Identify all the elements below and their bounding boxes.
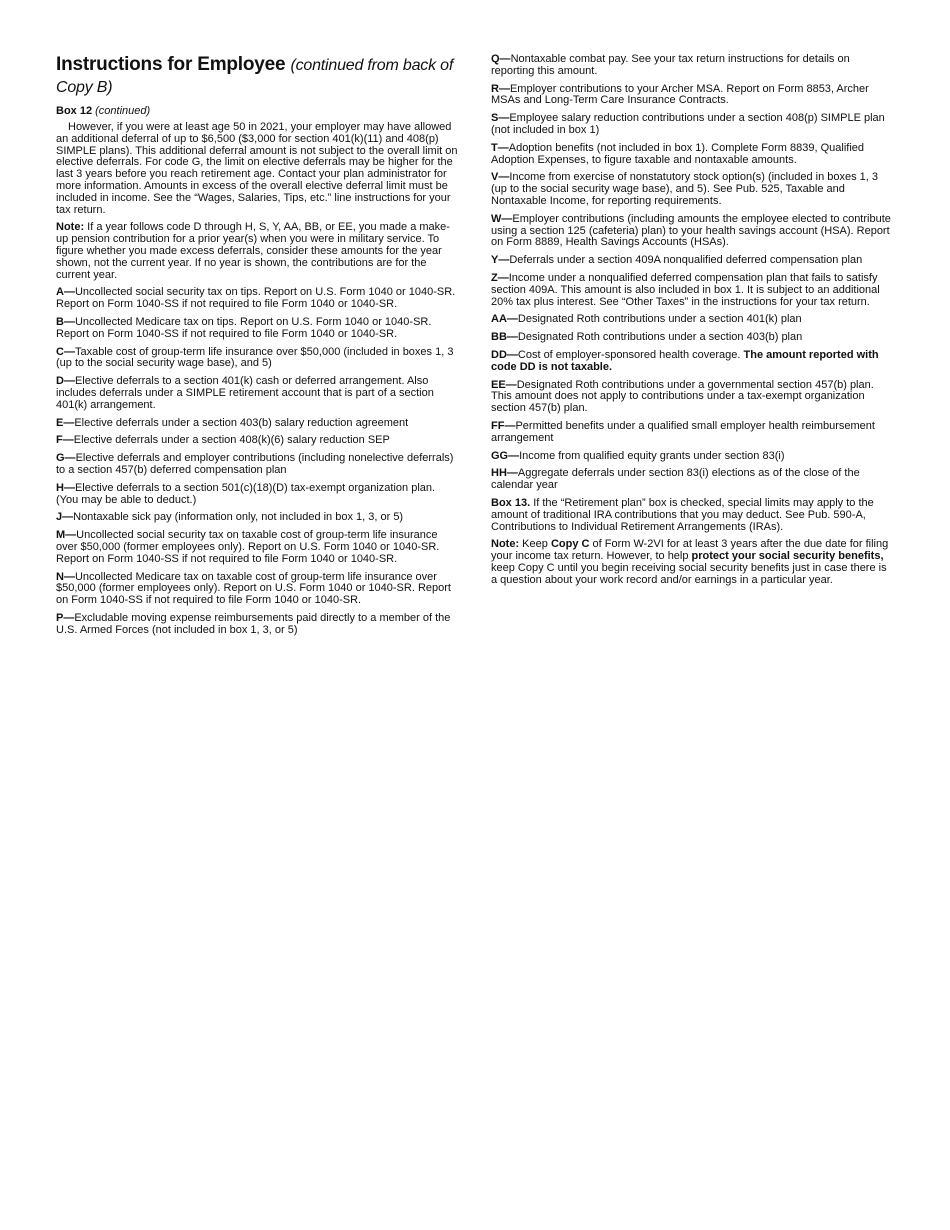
note-text-2: of Form W-2VI for at least 3 years after the due date for filing your income tax return. However, to help: [491, 538, 889, 563]
code-entry: [56, 347, 460, 371]
note-label: Note:: [56, 221, 85, 234]
code-dd-bold: The amount reported with code DD is not taxable.: [491, 348, 879, 373]
code-entry: [56, 287, 460, 311]
copy-c-note: [491, 539, 895, 586]
code-entry: [56, 613, 460, 637]
code-entry: [56, 453, 460, 477]
code-entry: [491, 255, 895, 267]
code-text: Nontaxable combat pay. See your tax return instructions for details on reporting this amount.: [491, 53, 850, 77]
note-text: If a year follows code D through H, S, Y, AA, BB, or EE, you made a make-up pension contribution for a prior year(s) when you were in military service. To figure whether you made excess deferrals, consider these amounts for the year shown, not the current year. If no year is shown, the contributions are for the current year.: [56, 221, 450, 281]
code-letter: E—: [56, 416, 75, 429]
left-column: [56, 54, 460, 642]
code-letter: J—: [56, 511, 74, 524]
code-text: Elective deferrals under a section 403(b) salary reduction agreement: [74, 416, 409, 429]
code-entry: [56, 530, 460, 565]
code-text: Uncollected Medicare tax on tips. Report on U.S. Form 1040 or 1040-SR. Report on Form 1040-SS if not required to file Form 1040 or 1040-SR.: [56, 315, 432, 340]
code-text: Designated Roth contributions under a governmental section 457(b) plan. This amount does not apply to contributions under a tax-exempt organization section 457(b) plan.: [491, 378, 874, 415]
code-text: Income under a nonqualified deferred compensation plan that fails to satisfy section 409A. This amount is also included in box 1. It is subject to an additional 20% tax plus interest. See “Other Taxes” in the instructions for your tax return.: [491, 271, 880, 308]
code-letter: M—: [56, 529, 77, 542]
code-text: Employer contributions (including amounts the employee elected to contribute using a section 125 (cafeteria) plan) to your health savings account (HSA). Report on Form 8889, Health Savings Accounts (HSAs).: [491, 212, 891, 249]
title-continued: (continued from back of Copy B): [56, 57, 454, 96]
right-code-list-2: [491, 380, 895, 492]
note-text-3: keep Copy C until you begin receiving social security benefits just in case there is a question about your work record and/or earnings in a particular year.: [491, 561, 887, 586]
code-letter: C—: [56, 345, 75, 358]
code-text: Elective deferrals and employer contributions (including nonelective deferrals) to a section 457(b) deferred compensation plan: [56, 452, 454, 476]
code-text: Uncollected social security tax on tips. Report on U.S. Form 1040 or 1040-SR. Report on Form 1040-SS if not required to file Form 1040 or 1040-SR.: [56, 286, 456, 311]
note-bold-protect: protect your social security benefits,: [691, 550, 884, 563]
code-entry: [491, 84, 895, 108]
code-entry: [491, 273, 895, 308]
code-letter: N—: [56, 570, 75, 583]
code-letter: EE—: [491, 378, 517, 391]
code-entry: [491, 172, 895, 207]
code-letter: GG—: [491, 449, 520, 462]
code-entry: [56, 483, 460, 507]
code-text: Income from qualified equity grants under section 83(i): [519, 449, 785, 462]
code-text: Designated Roth contributions under a section 403(b) plan: [517, 331, 803, 344]
code-text: Income from exercise of nonstatutory stock option(s) (included in boxes 1, 3 (up to the social security wage base), and 5). See Pub. 525, Taxable and Nontaxable Income, for reporting requirements.: [491, 171, 879, 207]
box12-note: [56, 222, 460, 281]
code-entry: [491, 451, 895, 463]
code-entry: [56, 376, 460, 411]
code-entry: [491, 468, 895, 492]
code-entry: [56, 435, 460, 447]
code-text: Uncollected Medicare tax on taxable cost of group-term life insurance over $50,000 (former employees only). Report on U.S. Form 1040 or 1040-SR. Report on Form 1040-SS if not required to file Form 1040 or 1040-SR.: [56, 570, 451, 607]
code-letter: HH—: [491, 467, 518, 480]
code-text: Excludable moving expense reimbursements paid directly to a member of the U.S. Armed Forces (not included in box 1, 3, or 5): [56, 611, 451, 636]
code-text: Elective deferrals under a section 408(k)(6) salary reduction SEP: [73, 434, 390, 447]
note-label: Note:: [491, 538, 520, 551]
code-text: Taxable cost of group-term life insurance over $50,000 (included in boxes 1, 3 (up to the social security wage base), and 5): [56, 345, 454, 370]
box13-text: If the “Retirement plan” box is checked, special limits may apply to the amount of traditional IRA contributions that you may deduct. See Pub. 590-A, Contributions to Individual Retirement Arrangements (IRAs).: [491, 496, 874, 533]
code-entry: [56, 512, 460, 524]
code-letter: W—: [491, 212, 513, 225]
note-text-1: Keep: [522, 538, 548, 551]
code-entry: [491, 143, 895, 167]
code-entry: [56, 418, 460, 430]
code-entry: [56, 572, 460, 607]
code-text: Deferrals under a section 409A nonqualified deferred compensation plan: [509, 254, 863, 267]
title-main: Instructions for Employee: [56, 54, 286, 75]
code-text: Employee salary reduction contributions under a section 408(p) SIMPLE plan (not included in box 1): [491, 112, 885, 136]
box12-continued: (continued): [95, 105, 151, 117]
code-text: Aggregate deferrals under section 83(i) elections as of the close of the calendar year: [491, 467, 860, 492]
code-letter: V—: [491, 171, 510, 184]
box12-heading: [56, 105, 460, 117]
code-letter: H—: [56, 481, 75, 494]
code-text: Elective deferrals to a section 501(c)(18)(D) tax-exempt organization plan. (You may be able to deduct.): [56, 481, 436, 506]
code-text: Uncollected social security tax on taxable cost of group-term life insurance over $50,000 (former employees only). Report on U.S. Form 1040 or 1040-SR. Report on Form 1040-SS if not required to file Form 1040 or 1040-SR.: [56, 529, 440, 565]
code-entry: [491, 421, 895, 445]
note-bold-copy-c: Copy C: [550, 538, 590, 551]
code-letter: Q—: [491, 53, 511, 65]
code-text: Cost of employer-sponsored health coverage.: [517, 348, 741, 361]
code-entry: [491, 214, 895, 249]
code-letter: Z—: [491, 271, 509, 284]
code-letter: A—: [56, 286, 75, 299]
code-letter: FF—: [491, 419, 516, 432]
code-letter: F—: [56, 434, 74, 447]
code-letter: DD—: [491, 348, 518, 361]
code-letter: R—: [491, 82, 510, 95]
code-entry: [491, 54, 895, 78]
right-code-list: [491, 54, 895, 344]
code-text: Employer contributions to your Archer MSA. Report on Form 8853, Archer MSAs and Long-Term Care Insurance Contracts.: [491, 82, 869, 107]
code-letter: P—: [56, 611, 75, 624]
code-letter: T—: [491, 141, 509, 154]
code-text: Elective deferrals to a section 401(k) cash or deferred arrangement. Also includes deferrals under a SIMPLE retirement account that is part of a section 401(k) arrangement.: [56, 375, 434, 411]
left-code-list: [56, 287, 460, 636]
box13-label: Box 13.: [491, 496, 531, 509]
code-letter: S—: [491, 112, 510, 125]
box12-intro: However, if you were at least age 50 in 2021, your employer may have allowed an additional deferral of up to $6,500 ($3,000 for section 401(k)(11) and 408(p) SIMPLE plans). This additional deferral amount is not subject to the overall limit on elective deferrals. For code G, the limit on elective deferrals may be higher for the last 3 years before you reach retirement age. Contact your plan administrator for more information. Amounts in excess of the overall elective deferral limit must be included in income. See the “Wages, Salaries, Tips, etc.” line instructions for your tax return.: [56, 121, 458, 216]
code-entry-dd: [491, 350, 895, 374]
code-letter: BB—: [491, 331, 518, 344]
code-entry: [491, 380, 895, 415]
page-title: [56, 54, 460, 98]
code-entry: [491, 314, 895, 326]
code-entry: [491, 113, 895, 137]
code-letter: G—: [56, 452, 76, 465]
code-letter: Y—: [491, 254, 510, 267]
code-entry: [491, 332, 895, 344]
code-text: Permitted benefits under a qualified small employer health reimbursement arrangement: [491, 419, 875, 444]
code-text: Adoption benefits (not included in box 1). Complete Form 8839, Qualified Adoption Expenses, to figure taxable and nontaxable amounts.: [491, 141, 864, 166]
right-column: [491, 54, 895, 592]
code-letter: D—: [56, 375, 75, 388]
box13-paragraph: [491, 498, 895, 533]
code-entry: [56, 317, 460, 341]
code-letter: AA—: [491, 313, 518, 326]
code-text: Nontaxable sick pay (information only, not included in box 1, 3, or 5): [73, 511, 404, 524]
code-letter: B—: [56, 315, 75, 328]
code-text: Designated Roth contributions under a section 401(k) plan: [517, 313, 802, 326]
box12-label: Box 12: [56, 105, 93, 117]
